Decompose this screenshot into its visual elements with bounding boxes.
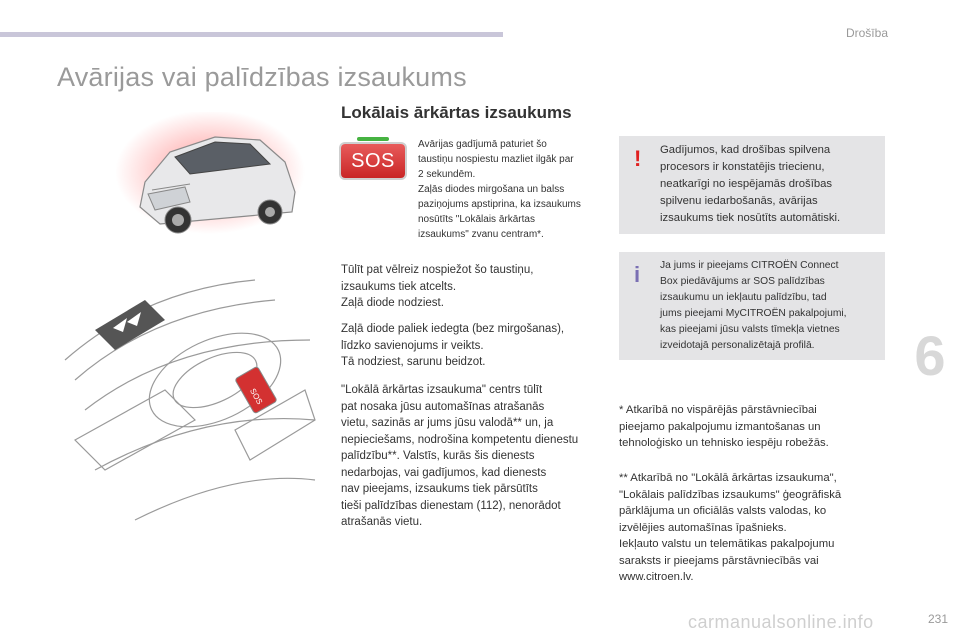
paragraph-center: "Lokālā ārkārtas izsaukuma" centrs tūlīt pat nosaka jūsu automašīnas atrašanās vietu, sazinās ar jums jūsu valodā** un, ja nepieciešams, nodrošina kompetentu dienestu palīdzību**. Valstīs, kurās šis dienests nedarbojas, vai gadījumos, kad dienests nav pieejams, izsaukums tiek pārsūtīts tieši palīdzības dienestam (112), nenorādot atrašanās vietu. — [341, 384, 579, 528]
paragraph-cancel: Tūlīt pat vēlreiz nospiežot šo taustiņu, izsaukums tiek atcelts. Zaļā diode nodziest. — [341, 264, 534, 309]
warning-text: Gadījumos, kad drošības spilvena procesors ir konstatējis triecienu, neatkarīgi no iespējamās drošības spilvenu iedarbošanās, avārijas izsaukums tiek nosūtīts automātiski. — [660, 144, 841, 224]
page-title: Avārijas vai palīdzības izsaukums — [57, 62, 467, 92]
info-icon: i — [634, 262, 641, 287]
paragraph-led: Zaļā diode paliek iedegta (bez mirgošanas), līdzko savienojums ir veikts. Tā nodziest, sarunu beidzot. — [341, 323, 565, 368]
header-bar — [0, 32, 503, 37]
warning-box — [619, 136, 885, 234]
chapter-number: 6 — [914, 324, 946, 387]
info-text: Ja jums ir pieejams CITROËN Connect Box piedāvājums ar SOS palīdzības izsaukumu un iekļautu palīdzību, tad jums pieejami MyCITROËN pakalpojumi, kas pieejami jūsu valsts tīmekļa vietnes izveidotajā personalizētajā profilā. — [660, 260, 847, 351]
warning-icon: ! — [634, 146, 642, 171]
car-illustration — [100, 112, 310, 252]
sos-label: SOS — [351, 150, 395, 172]
section-subtitle: Lokālais ārkārtas izsaukums — [341, 103, 572, 122]
footnote-2: ** Atkarībā no "Lokālā ārkārtas izsaukuma", "Lokālais palīdzības izsaukums" ģeogrāfiskā pārklājuma un oficiālās valsts valodas, ko izvēlējies automašīnas īpašnieks. Iekļauto valstu un telemātikas pakalpojumu saraksts ir pieejams pārstāvniecībās vai www.citroen.lv. — [619, 472, 842, 583]
section-label: Drošība — [845, 26, 888, 40]
watermark: carmanualsonline.info — [688, 612, 874, 632]
footnote-1: * Atkarībā no vispārējās pārstāvniecībai pieejamo pakalpojumu izmantošanas un tehnoloģisko un tehnisko iespēju robežās. — [619, 404, 829, 449]
intro-text: Avārijas gadījumā paturiet šo taustiņu nospiestu mazliet ilgāk par 2 sekundēm. Zaļās diodes mirgošana un balss paziņojums apstiprina, ka izsaukums nosūtīts "Lokālais ārkārtas izsaukums" zvanu centram*. — [418, 139, 581, 240]
svg-text:SOS: SOS — [248, 386, 265, 407]
chapter-marker — [900, 326, 960, 386]
sos-button — [341, 144, 405, 178]
green-led — [357, 137, 389, 141]
ceiling-console-illustration — [55, 270, 325, 540]
info-box — [619, 252, 885, 360]
page-number: 231 — [927, 612, 948, 626]
